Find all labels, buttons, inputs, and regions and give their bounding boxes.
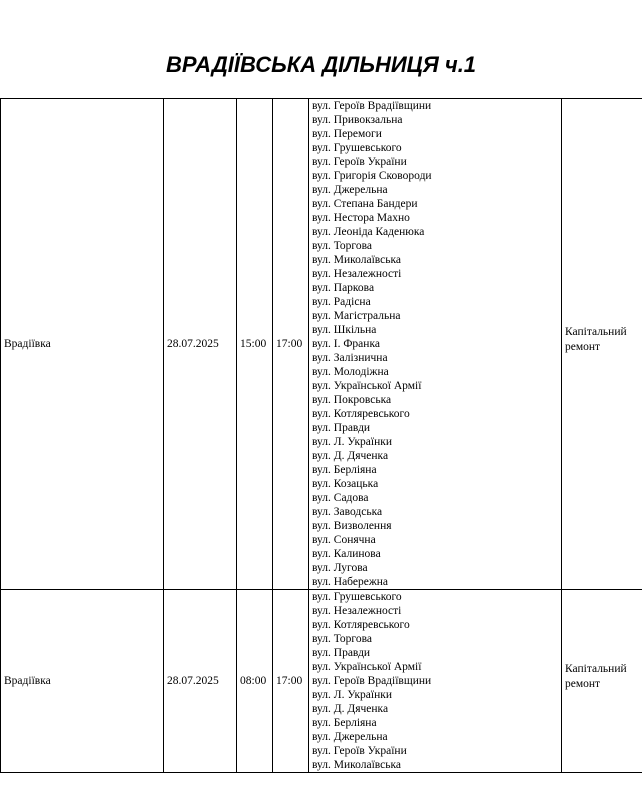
- street-item: вул. Героїв Врадіївщини: [312, 675, 432, 687]
- street-item: вул. Котляревського: [312, 408, 410, 420]
- street-item: вул. Перемоги: [312, 128, 382, 140]
- street-item: вул. Покровська: [312, 394, 392, 406]
- street-item: вул. Паркова: [312, 282, 375, 294]
- street-item: вул. Набережна: [312, 576, 389, 588]
- table-row: [1, 99, 642, 590]
- street-item: вул. Миколаївська: [312, 254, 402, 266]
- street-item: вул. Заводська: [312, 506, 383, 518]
- street-item: вул. Молодіжна: [312, 366, 389, 378]
- street-item: вул. Залізнична: [312, 352, 388, 364]
- street-item: вул. І. Франка: [312, 338, 380, 350]
- street-item: вул. Шкільна: [312, 324, 377, 336]
- place-cell: Врадіївка: [1, 590, 164, 773]
- street-item: вул. Магістральна: [312, 310, 401, 322]
- street-item: вул. Привокзальна: [312, 114, 403, 126]
- street-item: вул. Миколаївська: [312, 759, 402, 771]
- street-item: вул. Григорія Сковороди: [312, 170, 432, 182]
- table-body: [1, 99, 642, 773]
- end-time-cell: 17:00: [273, 99, 309, 590]
- street-item: вул. Берліяна: [312, 464, 377, 476]
- street-item: вул. Торгова: [312, 633, 372, 645]
- street-item: вул. Грушевського: [312, 591, 402, 603]
- street-item: вул. Героїв Врадіївщини: [312, 100, 432, 112]
- street-item: вул. Калинова: [312, 548, 381, 560]
- reason-cell: [562, 99, 642, 590]
- outage-schedule-table: [0, 98, 642, 773]
- start-time-cell: 08:00: [237, 590, 273, 773]
- street-item: вул. Лугова: [312, 562, 368, 574]
- street-item: вул. Визволення: [312, 520, 392, 532]
- street-item: вул. Л. Українки: [312, 689, 392, 701]
- page-title: ВРАДІЇВСЬКА ДІЛЬНИЦЯ ч.1: [165, 52, 477, 77]
- reason-text: Капітальний ремонт: [565, 663, 627, 690]
- street-item: вул. Української Армії: [312, 380, 422, 392]
- start-time-cell: 15:00: [237, 99, 273, 590]
- streets-cell: [309, 99, 562, 590]
- street-item: вул. Української Армії: [312, 661, 422, 673]
- table-row: [1, 590, 642, 773]
- street-item: вул. Незалежності: [312, 268, 402, 280]
- date-cell: 28.07.2025: [164, 99, 237, 590]
- street-item: вул. Степана Бандери: [312, 198, 418, 210]
- street-item: вул. Котляревського: [312, 619, 410, 631]
- street-item: вул. Нестора Махно: [312, 212, 410, 224]
- street-item: вул. Д. Дяченка: [312, 703, 389, 715]
- street-item: вул. Козацька: [312, 478, 379, 490]
- street-item: вул. Незалежності: [312, 605, 402, 617]
- end-time-cell: 17:00: [273, 590, 309, 773]
- street-item: вул. Правди: [312, 647, 371, 659]
- place-cell: Врадіївка: [1, 99, 164, 590]
- street-item: вул. Джерельна: [312, 184, 388, 196]
- street-item: вул. Джерельна: [312, 731, 388, 743]
- street-item: вул. Грушевського: [312, 142, 402, 154]
- street-item: вул. Л. Українки: [312, 436, 392, 448]
- reason-text: Капітальний ремонт: [565, 326, 627, 353]
- street-item: вул. Торгова: [312, 240, 372, 252]
- street-item: вул. Берліяна: [312, 717, 377, 729]
- street-item: вул. Д. Дяченка: [312, 450, 389, 462]
- reason-cell: [562, 590, 642, 773]
- street-item: вул. Правди: [312, 422, 371, 434]
- date-cell: 28.07.2025: [164, 590, 237, 773]
- street-item: вул. Садова: [312, 492, 369, 504]
- street-item: вул. Сонячна: [312, 534, 376, 546]
- street-item: вул. Радісна: [312, 296, 371, 308]
- street-item: вул. Леоніда Каденюка: [312, 226, 425, 238]
- streets-cell: [309, 590, 562, 773]
- street-item: вул. Героїв України: [312, 156, 407, 168]
- street-item: вул. Героїв України: [312, 745, 407, 757]
